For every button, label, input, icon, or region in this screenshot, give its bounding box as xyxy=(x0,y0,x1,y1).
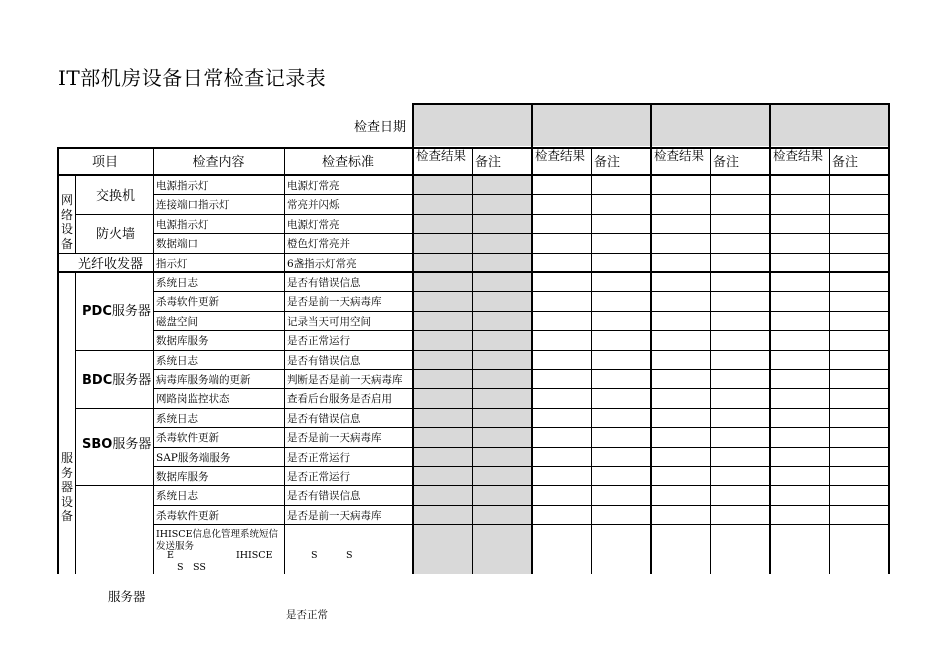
row-divider xyxy=(153,466,889,467)
row-standard: 电源灯常亮 xyxy=(287,218,340,231)
row-standard: 是否是前一天病毒库 xyxy=(287,509,382,522)
row-divider xyxy=(75,214,889,215)
group-pdc-suffix: 服务器 xyxy=(111,304,151,319)
row-content: 数据库服务 xyxy=(156,335,209,348)
header-item: 项目 xyxy=(91,155,118,170)
row-content-ihisce-2: 发送服务 xyxy=(156,541,195,553)
group-pdc xyxy=(82,300,151,319)
divider xyxy=(769,103,771,147)
group-switch: 交换机 xyxy=(96,189,136,204)
group-pdc-code: PDC xyxy=(82,304,112,319)
row-content-ihisce: IHISCE信息化管理系统短信 xyxy=(156,529,279,541)
row-standard: 6盏指示灯常亮 xyxy=(287,257,357,270)
header-note: 备注 xyxy=(832,155,859,170)
row-standard: 是否正常运行 xyxy=(287,471,350,483)
row-divider xyxy=(75,485,889,486)
row-divider xyxy=(153,524,889,525)
header-result: 检查结果 xyxy=(773,149,824,163)
inspection-date-label: 检查日期 xyxy=(354,120,407,135)
row-content: 电源指示灯 xyxy=(156,218,209,231)
row-standard: 是否有错误信息 xyxy=(287,412,361,425)
row-content-ihisce-4: IHISCE xyxy=(236,550,273,562)
row-content: 系统日志 xyxy=(156,354,198,367)
row-divider xyxy=(153,330,889,331)
row-divider xyxy=(153,447,889,448)
row-standard: 是否正常运行 xyxy=(287,335,350,348)
row-divider xyxy=(75,350,889,351)
row-divider xyxy=(153,427,889,428)
row-divider xyxy=(75,408,889,409)
date-box xyxy=(412,104,531,146)
header-note: 备注 xyxy=(713,155,740,170)
row-content: 电源指示灯 xyxy=(156,180,209,192)
row-content: 指示灯 xyxy=(156,257,188,270)
row-standard: 橙色灯常亮并 xyxy=(287,238,350,251)
row-divider xyxy=(153,505,889,506)
divider xyxy=(412,103,414,147)
row-divider xyxy=(75,253,889,254)
section-network: 网 络 设 备 xyxy=(60,193,73,251)
row-content-ihisce-3: E xyxy=(167,550,174,562)
row-divider xyxy=(153,388,889,389)
row-content: 系统日志 xyxy=(156,490,198,503)
row-standard: 判断是否是前一天病毒库 xyxy=(287,374,403,386)
divider xyxy=(829,147,830,574)
group-sbo xyxy=(82,433,151,452)
divider xyxy=(531,103,533,147)
row-standard-ihisce: S xyxy=(311,550,318,562)
row-standard: 是否有错误信息 xyxy=(287,490,361,503)
row-content: 数据库服务 xyxy=(156,471,209,483)
group-sbo-code: SBO xyxy=(82,437,113,452)
date-box xyxy=(769,104,888,146)
group-sbo-suffix: 服务器 xyxy=(112,437,152,452)
row-content: 网路岗监控状态 xyxy=(156,393,230,406)
header-result: 检查结果 xyxy=(416,149,467,163)
group-firewall: 防火墙 xyxy=(96,227,136,242)
divider xyxy=(75,272,76,574)
group-bdc xyxy=(82,369,151,388)
group-bdc-code: BDC xyxy=(82,373,113,388)
divider xyxy=(284,147,285,574)
divider xyxy=(769,147,771,574)
group-bdc-suffix: 服务器 xyxy=(112,373,152,388)
row-standard: 记录当天可用空间 xyxy=(287,315,371,328)
header-result: 检查结果 xyxy=(535,149,586,163)
divider xyxy=(57,174,890,176)
divider xyxy=(591,147,592,574)
row-standard: 查看后台服务是否启用 xyxy=(287,393,392,406)
row-content: 杀毒软件更新 xyxy=(156,296,219,309)
row-content: 系统日志 xyxy=(156,412,198,425)
group-fiber: 光纤收发器 xyxy=(78,257,144,272)
row-content: 杀毒软件更新 xyxy=(156,432,219,445)
row-divider xyxy=(153,311,889,312)
row-standard: 是否是前一天病毒库 xyxy=(287,296,382,309)
divider xyxy=(472,147,473,574)
row-standard: 是否有错误信息 xyxy=(287,277,361,289)
overflow-server-label: 服务器 xyxy=(108,589,146,604)
row-divider xyxy=(153,369,889,370)
divider xyxy=(531,147,533,574)
page-title: IT部机房设备日常检查记录表 xyxy=(58,66,327,90)
row-standard-ihisce-2: S xyxy=(346,550,353,562)
divider xyxy=(57,271,890,273)
row-content: 系统日志 xyxy=(156,277,198,289)
header-standard: 检查标准 xyxy=(321,155,374,170)
header-note: 备注 xyxy=(594,155,621,170)
row-content: 病毒库服务端的更新 xyxy=(156,374,251,386)
row-standard: 常亮并闪烁 xyxy=(287,199,340,212)
divider xyxy=(710,147,711,574)
row-standard: 是否正常运行 xyxy=(287,451,350,464)
row-content: 杀毒软件更新 xyxy=(156,509,219,522)
header-result: 检查结果 xyxy=(654,149,705,163)
row-standard: 电源灯常亮 xyxy=(287,180,340,192)
section-server: 服 务 器 设 备 xyxy=(60,451,73,523)
row-standard: 是否有错误信息 xyxy=(287,354,361,367)
date-box xyxy=(531,104,650,146)
divider xyxy=(57,147,59,574)
divider xyxy=(650,103,652,147)
divider xyxy=(153,147,154,574)
divider xyxy=(650,147,652,574)
row-divider xyxy=(153,233,889,234)
header-note: 备注 xyxy=(475,155,502,170)
row-divider xyxy=(75,214,153,215)
overflow-status-text: 是否正常 xyxy=(286,609,328,621)
row-content: SAP服务端服务 xyxy=(156,451,231,464)
row-divider xyxy=(153,291,889,292)
row-content-ihisce-6: SS xyxy=(193,562,206,574)
header-content: 检查内容 xyxy=(192,155,245,170)
date-box xyxy=(650,104,769,146)
row-content: 数据端口 xyxy=(156,238,198,251)
row-content: 连接端口指示灯 xyxy=(156,199,230,212)
row-content: 磁盘空间 xyxy=(156,315,198,328)
divider xyxy=(412,147,414,574)
row-divider xyxy=(153,194,889,195)
row-standard: 是否是前一天病毒库 xyxy=(287,432,382,445)
row-content-ihisce-5: S xyxy=(177,562,184,574)
